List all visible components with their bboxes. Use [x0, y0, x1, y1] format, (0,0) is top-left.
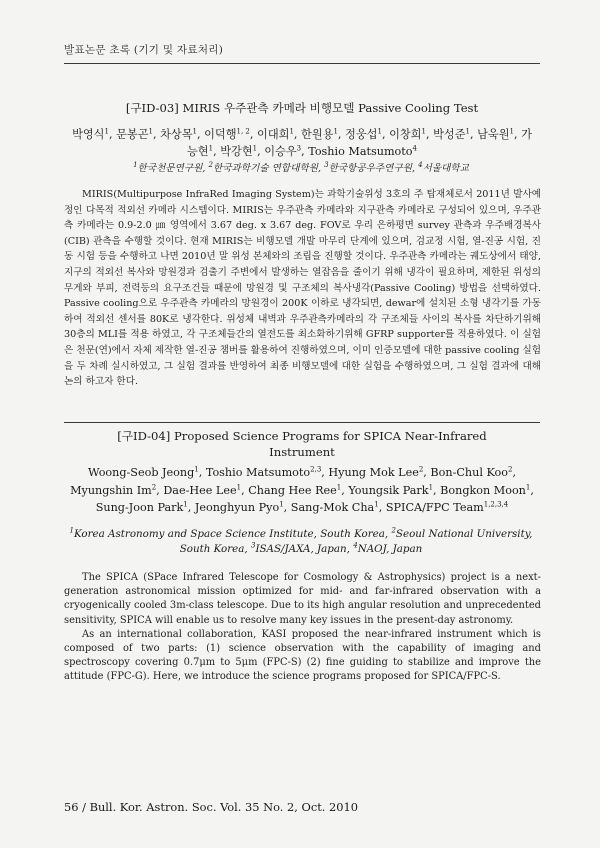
- author: Youngsik Park$^1$: [348, 482, 434, 497]
- abstract-2-affiliations: [66, 527, 536, 557]
- author: 한원용$^1$: [301, 127, 338, 141]
- title-line: [구ID-04] Proposed Science Programs for SPICA Near-Infrared: [117, 429, 487, 443]
- author: Bon-Chul Koo$^2$: [430, 465, 513, 479]
- abstract-2-body: [64, 571, 541, 685]
- affiliation: $^4$NAOJ, Japan: [353, 541, 423, 555]
- author: Bongkon Moon$^1$: [440, 482, 531, 497]
- abstract-2-title: [64, 428, 540, 460]
- author: 이승우$^3$: [264, 144, 302, 158]
- affiliation: $^2$Seoul National University, South Korea,: [179, 526, 533, 555]
- paragraph: MIRIS(Multipurpose InfraRed Imaging System)는 과학기술위성 3호의 주 탑재체로서 2011년 발사예정인 다목적 적외선 카메라 시스템이다. MIRIS는 우주관측 카메라와 지구관측 카메라로 구성되어 있으며, 우주관측 카메라는 0.9-2.0 ㎛ 영역에서 3.67 deg. x 3.67 deg. FOV로 우리 은하평면 survey 관측과 우주배경복사(CIB) 관측을 수행할 것이다. 현재 MIRIS는 비행모델 개발 마무리 단계에 있으며, 검교정 시험, 열-진공 시험, 진동 시험 등을 수행하고 나면 2010년 말 위성 본체와의 조립을 진행할 것이다. 우주관측 카메라는 궤도상에서 태양, 지구의 적외선 복사와 망원경과 검출기 주변에서 발생하는 열잡음을 줄이기 위해 냉각이 필요하며, 제한된 위성의 무게와 부피, 전력등의 요구조건들 때문에 망원경 및 구조체의 복사냉각(Passive Cooling) 방법을 선택하였다. Passive cooling으로 우주관측 카메라의 망원경이 200K 이하로 냉각되면, dewar에 설치된 소형 냉각기를 가동하여 적외선 센서를 80K로 냉각한다. 위성체 내벽과 우주관측카메라의 각 구조체들 사이의 복사를 차단하기위해 30층의 MLI를 적용 하였고, 각 구조체들간의 열전도를 최소화하기위해 GFRP supporter를 적용하였다. 이 실험은 천문(연)에서 자체 제작한 열-진공 챔버를 활용하여 진행하였으며, 이미 인증모델에 대한 passive cooling 실험을 두 차례 실시하였고, 그 실험 결과를 반영하여 최종 비행모델에 대한 실험을 수행하였으며, 그 실험 결과에 대해 논의 하고자 한다.: [64, 189, 541, 388]
- author: SPICA/FPC Team$^{1,2,3,4}$: [385, 500, 509, 514]
- author: 이대희$^1$: [257, 127, 294, 141]
- author: Sung-Joon Park$^1$: [95, 500, 188, 514]
- abstract-1-title: [구ID-03] MIRIS 우주관측 카메라 비행모델 Passive Cooling Test: [125, 101, 479, 115]
- abstract-2-authors: Woong-Seob Jeong$^1$, Toshio Matsumoto$^{2,3}$, Hyung Mok Lee$^2$, Bon-Chul Koo$^2$, Myungshin Im$^2$, Dae-Hee Lee$^1$, Chang Hee Ree$^1$, Youngsik Park$^1$, Bongkon Moon$^1$, Sung-Joon Park$^1$, Jeonghyun Pyo$^1$, Sang-Mok Cha$^1$, SPICA/FPC Team$^{1,2,3,4}$: [70, 465, 534, 514]
- affiliation: $^3$ISAS/JAXA, Japan,: [250, 541, 350, 555]
- affiliation: $^1$Korea Astronomy and Space Science Institute, South Korea,: [69, 526, 389, 540]
- author: 남욱원$^1$: [477, 127, 514, 141]
- affiliation: $^3$한국항공우주연구원: [324, 160, 412, 174]
- author: Dae-Hee Lee$^1$: [163, 482, 242, 497]
- author: Myungshin Im$^2$: [70, 482, 157, 497]
- author: 이덕행$^{1, 2}$: [204, 127, 250, 141]
- abstract-1-authors: 박영식$^1$, 문봉곤$^1$, 차상목$^1$, 이덕행$^{1, 2}$, 이대희$^1$, 한원용$^1$, 정웅섭$^1$, 이창희$^1$, 박성준$^1$, 남욱원$^1$, 가능현$^1$, 박강현$^1$, 이승우$^3$, Toshio Matsumoto$^4$: [72, 127, 532, 158]
- author: Hyung Mok Lee$^2$: [328, 465, 424, 479]
- divider-rule: [64, 422, 540, 423]
- affiliation: $^2$한국과학기술 연합대학원: [208, 160, 318, 174]
- author: 차상목$^1$: [160, 127, 197, 141]
- author: 가능현$^1$: [186, 128, 532, 158]
- abstract-1-body: [64, 187, 541, 390]
- author: Toshio Matsumoto$^4$: [308, 144, 417, 158]
- abstract-1-affiliations: $^1$한국천문연구원, $^2$한국과학기술 연합대학원, $^3$한국항공우주연구원, $^4$서울대학교: [133, 160, 469, 174]
- affiliation: $^1$한국천문연구원: [133, 160, 203, 174]
- author: 이창희$^1$: [389, 127, 426, 141]
- author: 정웅섭$^1$: [345, 127, 382, 141]
- section-header: 발표논문 초록 (기기 및 자료처리): [64, 44, 224, 56]
- author: 박강현$^1$: [220, 144, 258, 158]
- author: Jeonghyun Pyo$^1$: [194, 500, 284, 514]
- author: 박영식$^1$: [72, 127, 109, 141]
- page-footer-citation: 56 / Bull. Kor. Astron. Soc. Vol. 35 No. 2, Oct. 2010: [64, 800, 359, 814]
- title-line: Instrument: [269, 445, 335, 459]
- author: 문봉곤$^1$: [116, 127, 153, 141]
- affiliation: $^4$서울대학교: [418, 160, 469, 174]
- author: 박성준$^1$: [433, 127, 470, 141]
- author: Woong-Seob Jeong$^1$: [87, 465, 199, 479]
- paragraph: The SPICA (SPace Infrared Telescope for Cosmology & Astrophysics) project is a next-generation astronomical mission optimized for mid- and far-infrared observation with a cryogenically cooled 3m-class telescope. Due to its high angular resolution and unprecedented sensitivity, SPICA will enable us to resolve many key issues in the present-day astronomy.: [64, 572, 541, 626]
- author: Toshio Matsumoto$^{2,3}$: [205, 465, 322, 479]
- author: Chang Hee Ree$^1$: [248, 482, 342, 497]
- paragraph: As an international collaboration, KASI proposed the near-infrared instrument which is composed of two parts: (1) science observation with the capability of imaging and spectroscopy covering 0.7μm to 5μm (FPC-S) (2) fine guiding to stabilize and improve the attitude (FPC-G). Here, we introduce the science programs proposed for SPICA/FPC-S.: [64, 628, 541, 683]
- header-rule: [64, 63, 540, 64]
- author: Sang-Mok Cha$^1$: [290, 500, 379, 514]
